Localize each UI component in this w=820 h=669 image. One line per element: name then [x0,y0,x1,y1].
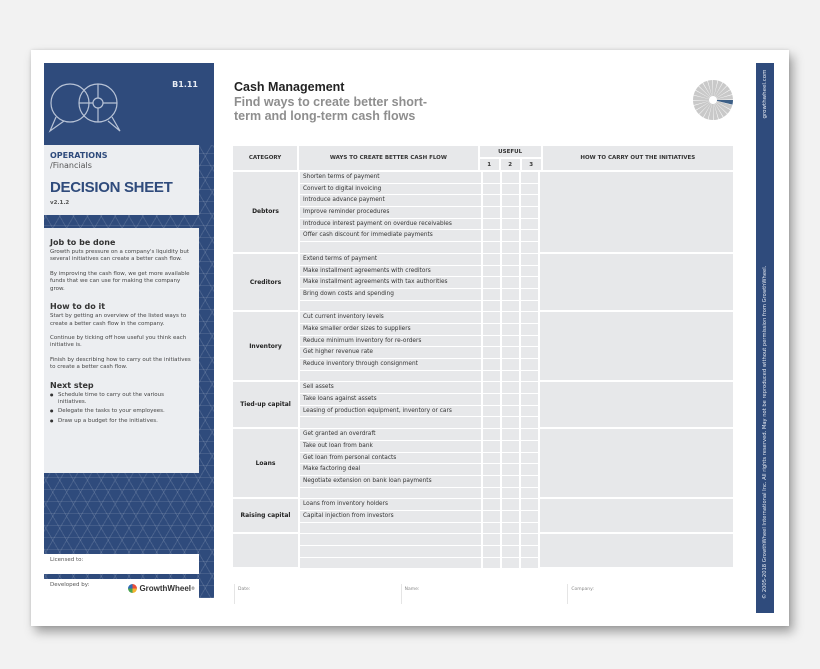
ways-column [300,534,540,569]
company-field[interactable] [567,584,734,604]
useful-checkbox-2[interactable] [502,464,521,476]
initiative-text: Make factoring deal [300,464,483,476]
header-useful-1: 1 [480,159,501,172]
useful-checkbox-2[interactable] [502,336,521,348]
useful-checkbox-3[interactable] [521,336,540,348]
useful-checkbox-3[interactable] [521,476,540,488]
useful-checkbox-2[interactable] [502,371,521,383]
table-row [300,453,540,465]
initiative-text [300,523,483,535]
useful-checkbox-1[interactable] [483,417,502,429]
initiative-text: Make smaller order sizes to suppliers [300,324,483,336]
useful-checkbox-3[interactable] [521,417,540,429]
section-label: OPERATIONS [50,151,108,160]
useful-checkbox-2[interactable] [502,242,521,254]
table-row [300,394,540,406]
useful-checkbox-1[interactable] [483,312,502,324]
ways-column [300,499,540,534]
initiative-text: Loans from inventory holders [300,499,483,511]
how-to-carry-out-field[interactable] [540,534,733,569]
subsection-label: /Financials [50,161,92,170]
useful-checkbox-2[interactable] [502,523,521,535]
table-row [300,219,540,231]
useful-checkbox-1[interactable] [483,546,502,558]
table-row [300,230,540,242]
table-row [300,476,540,488]
copyright-text: © 2005-2018 GrowthWheel International Inc. All rights reserved. May not be reproduced without permission from GrowthWheel. [762,265,768,599]
initiative-text: Introduce advance payment [300,195,483,207]
useful-checkbox-2[interactable] [502,277,521,289]
page-subtitle: Find ways to create better short-term and long-term cash flows [234,95,428,123]
table-group [233,312,733,382]
useful-checkbox-3[interactable] [521,172,540,184]
table-row [300,195,540,207]
table-row [300,289,540,301]
useful-checkbox-3[interactable] [521,195,540,207]
version-label: v2.1.2 [50,200,70,206]
useful-checkbox-1[interactable] [483,207,502,219]
useful-checkbox-2[interactable] [502,266,521,278]
useful-checkbox-2[interactable] [502,359,521,371]
useful-checkbox-1[interactable] [483,277,502,289]
useful-checkbox-2[interactable] [502,382,521,394]
useful-checkbox-2[interactable] [502,347,521,359]
table-row [300,254,540,266]
initiative-text [300,242,483,254]
how-to-carry-out-field[interactable] [540,499,733,534]
useful-checkbox-2[interactable] [502,172,521,184]
header-useful-group [480,146,543,172]
category-cell: Loans [233,429,300,499]
header-ways: WAYS TO CREATE BETTER CASH FLOW [299,146,480,172]
table-row [300,441,540,453]
initiative-text: Get higher revenue rate [300,347,483,359]
useful-checkbox-2[interactable] [502,301,521,313]
ways-column [300,254,540,312]
useful-checkbox-1[interactable] [483,266,502,278]
useful-checkbox-1[interactable] [483,219,502,231]
useful-checkbox-3[interactable] [521,453,540,465]
initiative-text [300,301,483,313]
category-cell: Debtors [233,172,300,254]
sidebar [44,63,214,598]
useful-checkbox-1[interactable] [483,254,502,266]
category-cell: Tied-up capital [233,382,300,429]
table-row [300,499,540,511]
initiative-text [300,488,483,500]
useful-checkbox-2[interactable] [502,324,521,336]
job-heading: Job to be done [50,238,116,247]
table-group [233,429,733,499]
useful-checkbox-1[interactable] [483,195,502,207]
useful-checkbox-1[interactable] [483,499,502,511]
table-row [300,172,540,184]
useful-checkbox-1[interactable] [483,230,502,242]
how-to-carry-out-field[interactable] [540,254,733,312]
useful-checkbox-2[interactable] [502,312,521,324]
useful-checkbox-3[interactable] [521,184,540,196]
useful-checkbox-1[interactable] [483,336,502,348]
header-useful: USEFUL [480,146,543,159]
useful-checkbox-3[interactable] [521,289,540,301]
useful-checkbox-1[interactable] [483,523,502,535]
table-group [233,382,733,429]
useful-checkbox-3[interactable] [521,219,540,231]
decision-sheet-page [31,50,789,626]
growth-wheel-icon [691,78,735,122]
company-label: Company: [571,587,594,592]
useful-checkbox-3[interactable] [521,406,540,418]
licensed-to-label: Licensed to: [50,557,84,563]
useful-checkbox-1[interactable] [483,511,502,523]
useful-checkbox-2[interactable] [502,254,521,266]
name-label: Name: [404,587,420,592]
ways-column [300,382,540,429]
page-title: Cash Management [234,80,345,94]
how-to-carry-out-field[interactable] [540,172,733,254]
useful-checkbox-3[interactable] [521,464,540,476]
useful-checkbox-2[interactable] [502,488,521,500]
registered-mark: ® [191,586,195,591]
useful-checkbox-2[interactable] [502,195,521,207]
how-text-2: Continue by ticking off how useful you think each initiative is. [50,334,187,349]
table-row [300,266,540,278]
side-strip [756,63,774,613]
useful-checkbox-3[interactable] [521,301,540,313]
initiative-text: Bring down costs and spending [300,289,483,301]
table-row [300,324,540,336]
initiative-text: Take out loan from bank [300,441,483,453]
useful-checkbox-2[interactable] [502,546,521,558]
useful-checkbox-1[interactable] [483,476,502,488]
useful-checkbox-1[interactable] [483,429,502,441]
how-text-1: Start by getting an overview of the listed ways to create a better cash flow in the company. [50,313,187,327]
useful-checkbox-1[interactable] [483,534,502,546]
initiative-text: Take loans against assets [300,394,483,406]
initiative-text: Introduce interest payment on overdue receivables [300,219,483,231]
initiative-text [300,546,483,558]
table-group [233,499,733,534]
useful-checkbox-3[interactable] [521,429,540,441]
licensed-to-field[interactable] [44,554,199,574]
useful-checkbox-2[interactable] [502,499,521,511]
useful-checkbox-3[interactable] [521,277,540,289]
initiative-text: Negotiate extension on bank loan payments [300,476,483,488]
instructions-card [44,228,199,473]
next-section [50,381,193,426]
useful-checkbox-3[interactable] [521,511,540,523]
initiative-text [300,534,483,546]
useful-checkbox-1[interactable] [483,558,502,570]
footer-fields [234,584,734,604]
growthwheel-mark-icon [128,584,137,593]
how-heading: How to do it [50,302,106,312]
table-header [233,146,733,172]
job-text-1: Growth puts pressure on a company's liquidity but several initiatives can create a better cash flow. [50,249,189,263]
useful-checkbox-2[interactable] [502,394,521,406]
useful-checkbox-1[interactable] [483,453,502,465]
job-section [50,238,193,293]
useful-checkbox-3[interactable] [521,382,540,394]
header-category: CATEGORY [233,146,299,172]
table-row [300,417,540,429]
how-to-carry-out-field[interactable] [540,429,733,499]
useful-checkbox-2[interactable] [502,453,521,465]
table-row [300,488,540,500]
date-label: Date: [238,587,251,592]
website-label: growthwheel.com [762,69,768,119]
useful-checkbox-2[interactable] [502,184,521,196]
useful-checkbox-1[interactable] [483,184,502,196]
header-how: HOW TO CARRY OUT THE INITIATIVES [543,146,733,172]
job-text-2: By improving the cash flow, we get more available funds that we can use for making the company grow. [50,270,190,292]
developed-by-label: Developed by: [50,582,90,588]
sheet-code: B1.11 [172,80,198,89]
next-item: ● Draw up a budget for the initiatives. [50,418,193,425]
title-card [44,145,199,215]
useful-checkbox-1[interactable] [483,406,502,418]
table-row [300,429,540,441]
initiative-text: Reduce minimum inventory for re-orders [300,336,483,348]
table-body [233,172,733,569]
useful-checkbox-3[interactable] [521,488,540,500]
useful-checkbox-2[interactable] [502,289,521,301]
useful-checkbox-2[interactable] [502,476,521,488]
table-row [300,546,540,558]
table-row [300,359,540,371]
initiative-text [300,417,483,429]
date-field[interactable] [234,584,401,604]
useful-checkbox-2[interactable] [502,219,521,231]
next-list [50,392,193,426]
initiative-text: Make installment agreements with tax authorities [300,277,483,289]
useful-checkbox-3[interactable] [521,207,540,219]
initiative-text: Convert to digital invoicing [300,184,483,196]
next-item: ● Delegate the tasks to your employees. [50,408,193,415]
table-row [300,382,540,394]
document-title: DECISION SHEET [50,179,173,196]
table-group [233,254,733,312]
developed-by-card [44,579,199,599]
table-group [233,172,733,254]
useful-checkbox-3[interactable] [521,534,540,546]
useful-checkbox-3[interactable] [521,324,540,336]
useful-checkbox-1[interactable] [483,172,502,184]
useful-checkbox-1[interactable] [483,359,502,371]
useful-checkbox-3[interactable] [521,371,540,383]
category-cell [233,534,300,569]
useful-checkbox-3[interactable] [521,230,540,242]
initiative-text: Get loan from personal contacts [300,453,483,465]
useful-checkbox-2[interactable] [502,441,521,453]
how-text-3: Finish by describing how to carry out the initiatives to create a better cash flow. [50,356,191,371]
useful-checkbox-1[interactable] [483,441,502,453]
useful-checkbox-1[interactable] [483,488,502,500]
table-row [300,347,540,359]
table-row [300,534,540,546]
cash-flow-table [233,146,733,569]
useful-checkbox-2[interactable] [502,429,521,441]
useful-checkbox-1[interactable] [483,382,502,394]
table-row [300,406,540,418]
table-row [300,207,540,219]
name-field[interactable] [401,584,568,604]
useful-checkbox-3[interactable] [521,523,540,535]
initiative-text [300,558,483,570]
useful-checkbox-1[interactable] [483,464,502,476]
useful-checkbox-1[interactable] [483,242,502,254]
growthwheel-logo [128,584,195,593]
initiative-text: Shorten terms of payment [300,172,483,184]
useful-checkbox-3[interactable] [521,441,540,453]
table-row [300,558,540,570]
initiative-text: Capital injection from investors [300,511,483,523]
header-useful-3: 3 [522,159,543,172]
initiative-text: Leasing of production equipment, inventory or cars [300,406,483,418]
useful-checkbox-3[interactable] [521,312,540,324]
table-row [300,523,540,535]
next-item: ● Schedule time to carry out the various initiatives. [50,392,193,407]
useful-checkbox-2[interactable] [502,406,521,418]
initiative-text: Cut current inventory levels [300,312,483,324]
table-row [300,371,540,383]
useful-checkbox-2[interactable] [502,511,521,523]
useful-checkbox-2[interactable] [502,558,521,570]
initiative-text: Sell assets [300,382,483,394]
useful-checkbox-2[interactable] [502,230,521,242]
initiative-text: Improve reminder procedures [300,207,483,219]
initiative-text: Get granted an overdraft [300,429,483,441]
useful-checkbox-1[interactable] [483,371,502,383]
speech-bubbles-icon [46,77,136,139]
initiative-text: Make installment agreements with creditors [300,266,483,278]
header-useful-2: 2 [501,159,522,172]
initiative-text: Reduce inventory through consignment [300,359,483,371]
ways-column [300,312,540,382]
useful-checkbox-1[interactable] [483,324,502,336]
table-row [300,301,540,313]
useful-checkbox-1[interactable] [483,394,502,406]
table-row [300,277,540,289]
useful-checkbox-3[interactable] [521,359,540,371]
next-heading: Next step [50,380,94,390]
useful-checkbox-3[interactable] [521,266,540,278]
initiative-text: Extend terms of payment [300,254,483,266]
useful-checkbox-1[interactable] [483,289,502,301]
table-row [300,464,540,476]
useful-checkbox-1[interactable] [483,347,502,359]
table-row [300,312,540,324]
ways-column [300,429,540,499]
useful-checkbox-3[interactable] [521,546,540,558]
ways-column [300,172,540,254]
table-group [233,534,733,569]
useful-checkbox-2[interactable] [502,207,521,219]
category-cell: Creditors [233,254,300,312]
how-section [50,302,193,372]
table-row [300,336,540,348]
brand-name: GrowthWheel [139,584,191,593]
table-row [300,511,540,523]
category-cell: Raising capital [233,499,300,534]
useful-checkbox-3[interactable] [521,394,540,406]
useful-checkbox-3[interactable] [521,254,540,266]
useful-checkbox-3[interactable] [521,347,540,359]
useful-checkbox-2[interactable] [502,534,521,546]
category-cell: Inventory [233,312,300,382]
how-to-carry-out-field[interactable] [540,312,733,382]
table-row [300,242,540,254]
useful-checkbox-3[interactable] [521,558,540,570]
initiative-text: Offer cash discount for immediate payments [300,230,483,242]
initiative-text [300,371,483,383]
useful-checkbox-3[interactable] [521,499,540,511]
useful-checkbox-1[interactable] [483,301,502,313]
how-to-carry-out-field[interactable] [540,382,733,429]
useful-checkbox-2[interactable] [502,417,521,429]
useful-checkbox-3[interactable] [521,242,540,254]
table-row [300,184,540,196]
